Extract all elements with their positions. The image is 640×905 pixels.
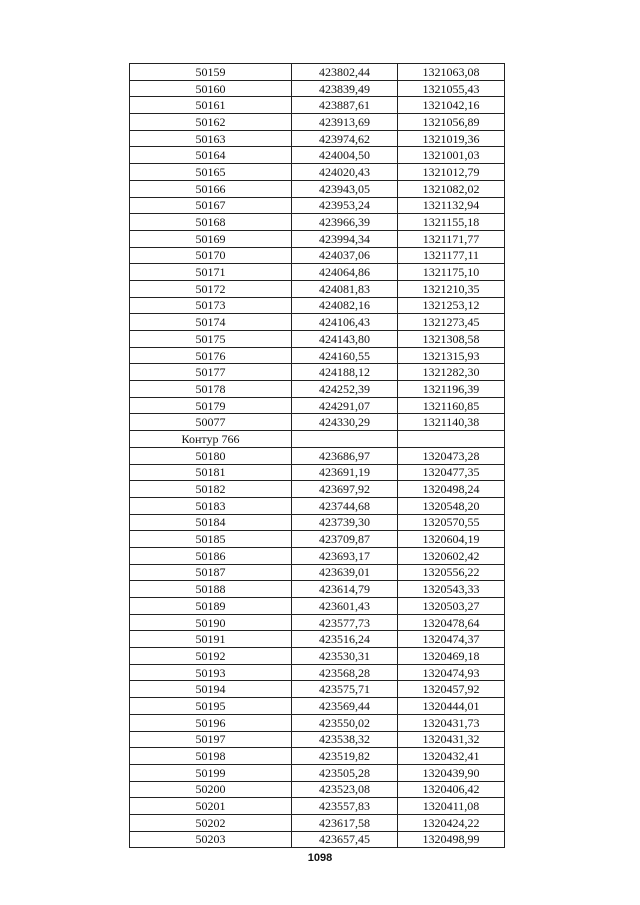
point-number-cell: 50178 bbox=[130, 381, 292, 398]
y-coordinate-cell: 1320424,22 bbox=[398, 814, 505, 831]
point-number-cell: 50186 bbox=[130, 547, 292, 564]
x-coordinate-cell: 424252,39 bbox=[292, 381, 398, 398]
x-coordinate-cell: 423913,69 bbox=[292, 114, 398, 131]
table-row bbox=[130, 214, 505, 231]
point-number-cell: 50181 bbox=[130, 464, 292, 481]
y-coordinate-cell: 1320474,37 bbox=[398, 631, 505, 648]
y-coordinate-cell: 1320556,22 bbox=[398, 564, 505, 581]
table-row bbox=[130, 564, 505, 581]
table-row bbox=[130, 764, 505, 781]
point-number-cell: 50159 bbox=[130, 64, 292, 81]
point-number-cell: 50195 bbox=[130, 698, 292, 715]
point-number-cell: 50193 bbox=[130, 664, 292, 681]
table-row bbox=[130, 648, 505, 665]
x-coordinate-cell: 424143,80 bbox=[292, 331, 398, 348]
y-coordinate-cell: 1321155,18 bbox=[398, 214, 505, 231]
point-number-cell: 50174 bbox=[130, 314, 292, 331]
table-row bbox=[130, 347, 505, 364]
y-coordinate-cell: 1321042,16 bbox=[398, 97, 505, 114]
point-number-cell: 50170 bbox=[130, 247, 292, 264]
y-coordinate-cell: 1320469,18 bbox=[398, 648, 505, 665]
point-number-cell: 50202 bbox=[130, 814, 292, 831]
point-number-cell: 50172 bbox=[130, 280, 292, 297]
y-coordinate-cell: 1320570,55 bbox=[398, 514, 505, 531]
x-coordinate-cell: 423550,02 bbox=[292, 714, 398, 731]
table-row bbox=[130, 598, 505, 615]
table-row bbox=[130, 497, 505, 514]
x-coordinate-cell: 423601,43 bbox=[292, 598, 398, 615]
point-number-cell: 50162 bbox=[130, 114, 292, 131]
y-coordinate-cell: 1321273,45 bbox=[398, 314, 505, 331]
x-coordinate-cell: 424106,43 bbox=[292, 314, 398, 331]
table-row bbox=[130, 180, 505, 197]
y-coordinate-cell bbox=[398, 431, 505, 448]
x-coordinate-cell: 423693,17 bbox=[292, 547, 398, 564]
y-coordinate-cell: 1321001,03 bbox=[398, 147, 505, 164]
point-number-cell: 50201 bbox=[130, 798, 292, 815]
x-coordinate-cell: 424020,43 bbox=[292, 164, 398, 181]
table-row bbox=[130, 814, 505, 831]
table-row bbox=[130, 631, 505, 648]
table-row bbox=[130, 781, 505, 798]
table-row bbox=[130, 698, 505, 715]
table-row bbox=[130, 397, 505, 414]
point-number-cell: 50196 bbox=[130, 714, 292, 731]
y-coordinate-cell: 1320457,92 bbox=[398, 681, 505, 698]
x-coordinate-cell: 424082,16 bbox=[292, 297, 398, 314]
table-row bbox=[130, 381, 505, 398]
point-number-cell: 50173 bbox=[130, 297, 292, 314]
x-coordinate-cell: 423709,87 bbox=[292, 531, 398, 548]
x-coordinate-cell: 424188,12 bbox=[292, 364, 398, 381]
point-number-cell: 50183 bbox=[130, 497, 292, 514]
y-coordinate-cell: 1321056,89 bbox=[398, 114, 505, 131]
table-row bbox=[130, 614, 505, 631]
point-number-cell: 50164 bbox=[130, 147, 292, 164]
point-number-cell: 50166 bbox=[130, 180, 292, 197]
table-row bbox=[130, 531, 505, 548]
table-row bbox=[130, 731, 505, 748]
point-number-cell: 50168 bbox=[130, 214, 292, 231]
y-coordinate-cell: 1321210,35 bbox=[398, 280, 505, 297]
x-coordinate-cell: 423577,73 bbox=[292, 614, 398, 631]
y-coordinate-cell: 1321282,30 bbox=[398, 364, 505, 381]
x-coordinate-cell: 423657,45 bbox=[292, 831, 398, 848]
y-coordinate-cell: 1320431,32 bbox=[398, 731, 505, 748]
point-number-cell: 50191 bbox=[130, 631, 292, 648]
point-number-cell: 50198 bbox=[130, 748, 292, 765]
x-coordinate-cell: 423839,49 bbox=[292, 80, 398, 97]
point-number-cell: 50176 bbox=[130, 347, 292, 364]
y-coordinate-cell: 1321253,12 bbox=[398, 297, 505, 314]
y-coordinate-cell: 1320473,28 bbox=[398, 447, 505, 464]
x-coordinate-cell: 423557,83 bbox=[292, 798, 398, 815]
x-coordinate-cell: 423739,30 bbox=[292, 514, 398, 531]
point-number-cell: 50187 bbox=[130, 564, 292, 581]
x-coordinate-cell: 423802,44 bbox=[292, 64, 398, 81]
y-coordinate-cell: 1320444,01 bbox=[398, 698, 505, 715]
y-coordinate-cell: 1320498,99 bbox=[398, 831, 505, 848]
table-row bbox=[130, 97, 505, 114]
point-number-cell: 50184 bbox=[130, 514, 292, 531]
table-row bbox=[130, 230, 505, 247]
table-row bbox=[130, 297, 505, 314]
x-coordinate-cell: 423639,01 bbox=[292, 564, 398, 581]
x-coordinate-cell: 424291,07 bbox=[292, 397, 398, 414]
y-coordinate-cell: 1320503,27 bbox=[398, 598, 505, 615]
y-coordinate-cell: 1321308,58 bbox=[398, 331, 505, 348]
y-coordinate-cell: 1320543,33 bbox=[398, 581, 505, 598]
table-row bbox=[130, 798, 505, 815]
x-coordinate-cell: 423569,44 bbox=[292, 698, 398, 715]
y-coordinate-cell: 1321196,39 bbox=[398, 381, 505, 398]
y-coordinate-cell: 1320474,93 bbox=[398, 664, 505, 681]
x-coordinate-cell: 423516,24 bbox=[292, 631, 398, 648]
y-coordinate-cell: 1320478,64 bbox=[398, 614, 505, 631]
table-row bbox=[130, 664, 505, 681]
table-row bbox=[130, 280, 505, 297]
table-row bbox=[130, 581, 505, 598]
y-coordinate-cell: 1320411,08 bbox=[398, 798, 505, 815]
point-number-cell: 50163 bbox=[130, 130, 292, 147]
x-coordinate-cell: 423697,92 bbox=[292, 481, 398, 498]
point-number-cell: 50179 bbox=[130, 397, 292, 414]
y-coordinate-cell: 1321171,77 bbox=[398, 230, 505, 247]
y-coordinate-cell: 1321082,02 bbox=[398, 180, 505, 197]
y-coordinate-cell: 1321055,43 bbox=[398, 80, 505, 97]
table-row bbox=[130, 130, 505, 147]
table-row bbox=[130, 147, 505, 164]
x-coordinate-cell: 423617,58 bbox=[292, 814, 398, 831]
y-coordinate-cell: 1320602,42 bbox=[398, 547, 505, 564]
table-row bbox=[130, 314, 505, 331]
x-coordinate-cell: 423614,79 bbox=[292, 581, 398, 598]
point-number-cell: 50194 bbox=[130, 681, 292, 698]
y-coordinate-cell: 1321160,85 bbox=[398, 397, 505, 414]
table-row bbox=[130, 547, 505, 564]
x-coordinate-cell: 423953,24 bbox=[292, 197, 398, 214]
table-row bbox=[130, 197, 505, 214]
point-number-cell: 50160 bbox=[130, 80, 292, 97]
x-coordinate-cell: 423568,28 bbox=[292, 664, 398, 681]
x-coordinate-cell: 423523,08 bbox=[292, 781, 398, 798]
y-coordinate-cell: 1320432,41 bbox=[398, 748, 505, 765]
x-coordinate-cell: 423691,19 bbox=[292, 464, 398, 481]
point-number-cell: 50189 bbox=[130, 598, 292, 615]
point-number-cell: 50167 bbox=[130, 197, 292, 214]
x-coordinate-cell: 423519,82 bbox=[292, 748, 398, 765]
table-row bbox=[130, 64, 505, 81]
y-coordinate-cell: 1321177,11 bbox=[398, 247, 505, 264]
table-row bbox=[130, 414, 505, 431]
x-coordinate-cell: 423943,05 bbox=[292, 180, 398, 197]
y-coordinate-cell: 1321019,36 bbox=[398, 130, 505, 147]
point-number-cell: 50161 bbox=[130, 97, 292, 114]
table-row bbox=[130, 264, 505, 281]
x-coordinate-cell: 424160,55 bbox=[292, 347, 398, 364]
point-number-cell: 50182 bbox=[130, 481, 292, 498]
y-coordinate-cell: 1320548,20 bbox=[398, 497, 505, 514]
table-row bbox=[130, 431, 505, 448]
point-number-cell: 50077 bbox=[130, 414, 292, 431]
y-coordinate-cell: 1321012,79 bbox=[398, 164, 505, 181]
page-number: 1098 bbox=[307, 852, 333, 864]
table-row bbox=[130, 364, 505, 381]
table-row bbox=[130, 464, 505, 481]
point-number-cell: 50175 bbox=[130, 331, 292, 348]
table-row bbox=[130, 331, 505, 348]
point-number-cell: 50169 bbox=[130, 230, 292, 247]
point-number-cell: 50192 bbox=[130, 648, 292, 665]
y-coordinate-cell: 1321063,08 bbox=[398, 64, 505, 81]
x-coordinate-cell: 424037,06 bbox=[292, 247, 398, 264]
y-coordinate-cell: 1320431,73 bbox=[398, 714, 505, 731]
point-number-cell: Контур 766 bbox=[130, 431, 292, 448]
x-coordinate-cell: 424004,50 bbox=[292, 147, 398, 164]
y-coordinate-cell: 1321140,38 bbox=[398, 414, 505, 431]
table-row bbox=[130, 831, 505, 848]
point-number-cell: 50165 bbox=[130, 164, 292, 181]
point-number-cell: 50177 bbox=[130, 364, 292, 381]
y-coordinate-cell: 1320498,24 bbox=[398, 481, 505, 498]
point-number-cell: 50200 bbox=[130, 781, 292, 798]
table-row bbox=[130, 80, 505, 97]
x-coordinate-cell: 423744,68 bbox=[292, 497, 398, 514]
point-number-cell: 50188 bbox=[130, 581, 292, 598]
x-coordinate-cell: 423887,61 bbox=[292, 97, 398, 114]
x-coordinate-cell: 423994,34 bbox=[292, 230, 398, 247]
table-row bbox=[130, 514, 505, 531]
point-number-cell: 50190 bbox=[130, 614, 292, 631]
table-row bbox=[130, 164, 505, 181]
x-coordinate-cell: 423686,97 bbox=[292, 447, 398, 464]
point-number-cell: 50171 bbox=[130, 264, 292, 281]
y-coordinate-cell: 1321315,93 bbox=[398, 347, 505, 364]
coordinates-table-body bbox=[130, 64, 505, 848]
y-coordinate-cell: 1320604,19 bbox=[398, 531, 505, 548]
table-row bbox=[130, 247, 505, 264]
x-coordinate-cell: 423505,28 bbox=[292, 764, 398, 781]
point-number-cell: 50197 bbox=[130, 731, 292, 748]
point-number-cell: 50203 bbox=[130, 831, 292, 848]
x-coordinate-cell: 424064,86 bbox=[292, 264, 398, 281]
coordinates-table bbox=[129, 63, 505, 848]
x-coordinate-cell: 424081,83 bbox=[292, 280, 398, 297]
table-row bbox=[130, 114, 505, 131]
x-coordinate-cell: 423530,31 bbox=[292, 648, 398, 665]
table-row bbox=[130, 447, 505, 464]
table-row bbox=[130, 481, 505, 498]
point-number-cell: 50185 bbox=[130, 531, 292, 548]
y-coordinate-cell: 1320439,90 bbox=[398, 764, 505, 781]
x-coordinate-cell: 423966,39 bbox=[292, 214, 398, 231]
point-number-cell: 50180 bbox=[130, 447, 292, 464]
y-coordinate-cell: 1321132,94 bbox=[398, 197, 505, 214]
table-row bbox=[130, 748, 505, 765]
table-row bbox=[130, 681, 505, 698]
point-number-cell: 50199 bbox=[130, 764, 292, 781]
x-coordinate-cell: 424330,29 bbox=[292, 414, 398, 431]
y-coordinate-cell: 1321175,10 bbox=[398, 264, 505, 281]
x-coordinate-cell bbox=[292, 431, 398, 448]
y-coordinate-cell: 1320477,35 bbox=[398, 464, 505, 481]
x-coordinate-cell: 423538,32 bbox=[292, 731, 398, 748]
x-coordinate-cell: 423575,71 bbox=[292, 681, 398, 698]
table-row bbox=[130, 714, 505, 731]
x-coordinate-cell: 423974,62 bbox=[292, 130, 398, 147]
y-coordinate-cell: 1320406,42 bbox=[398, 781, 505, 798]
